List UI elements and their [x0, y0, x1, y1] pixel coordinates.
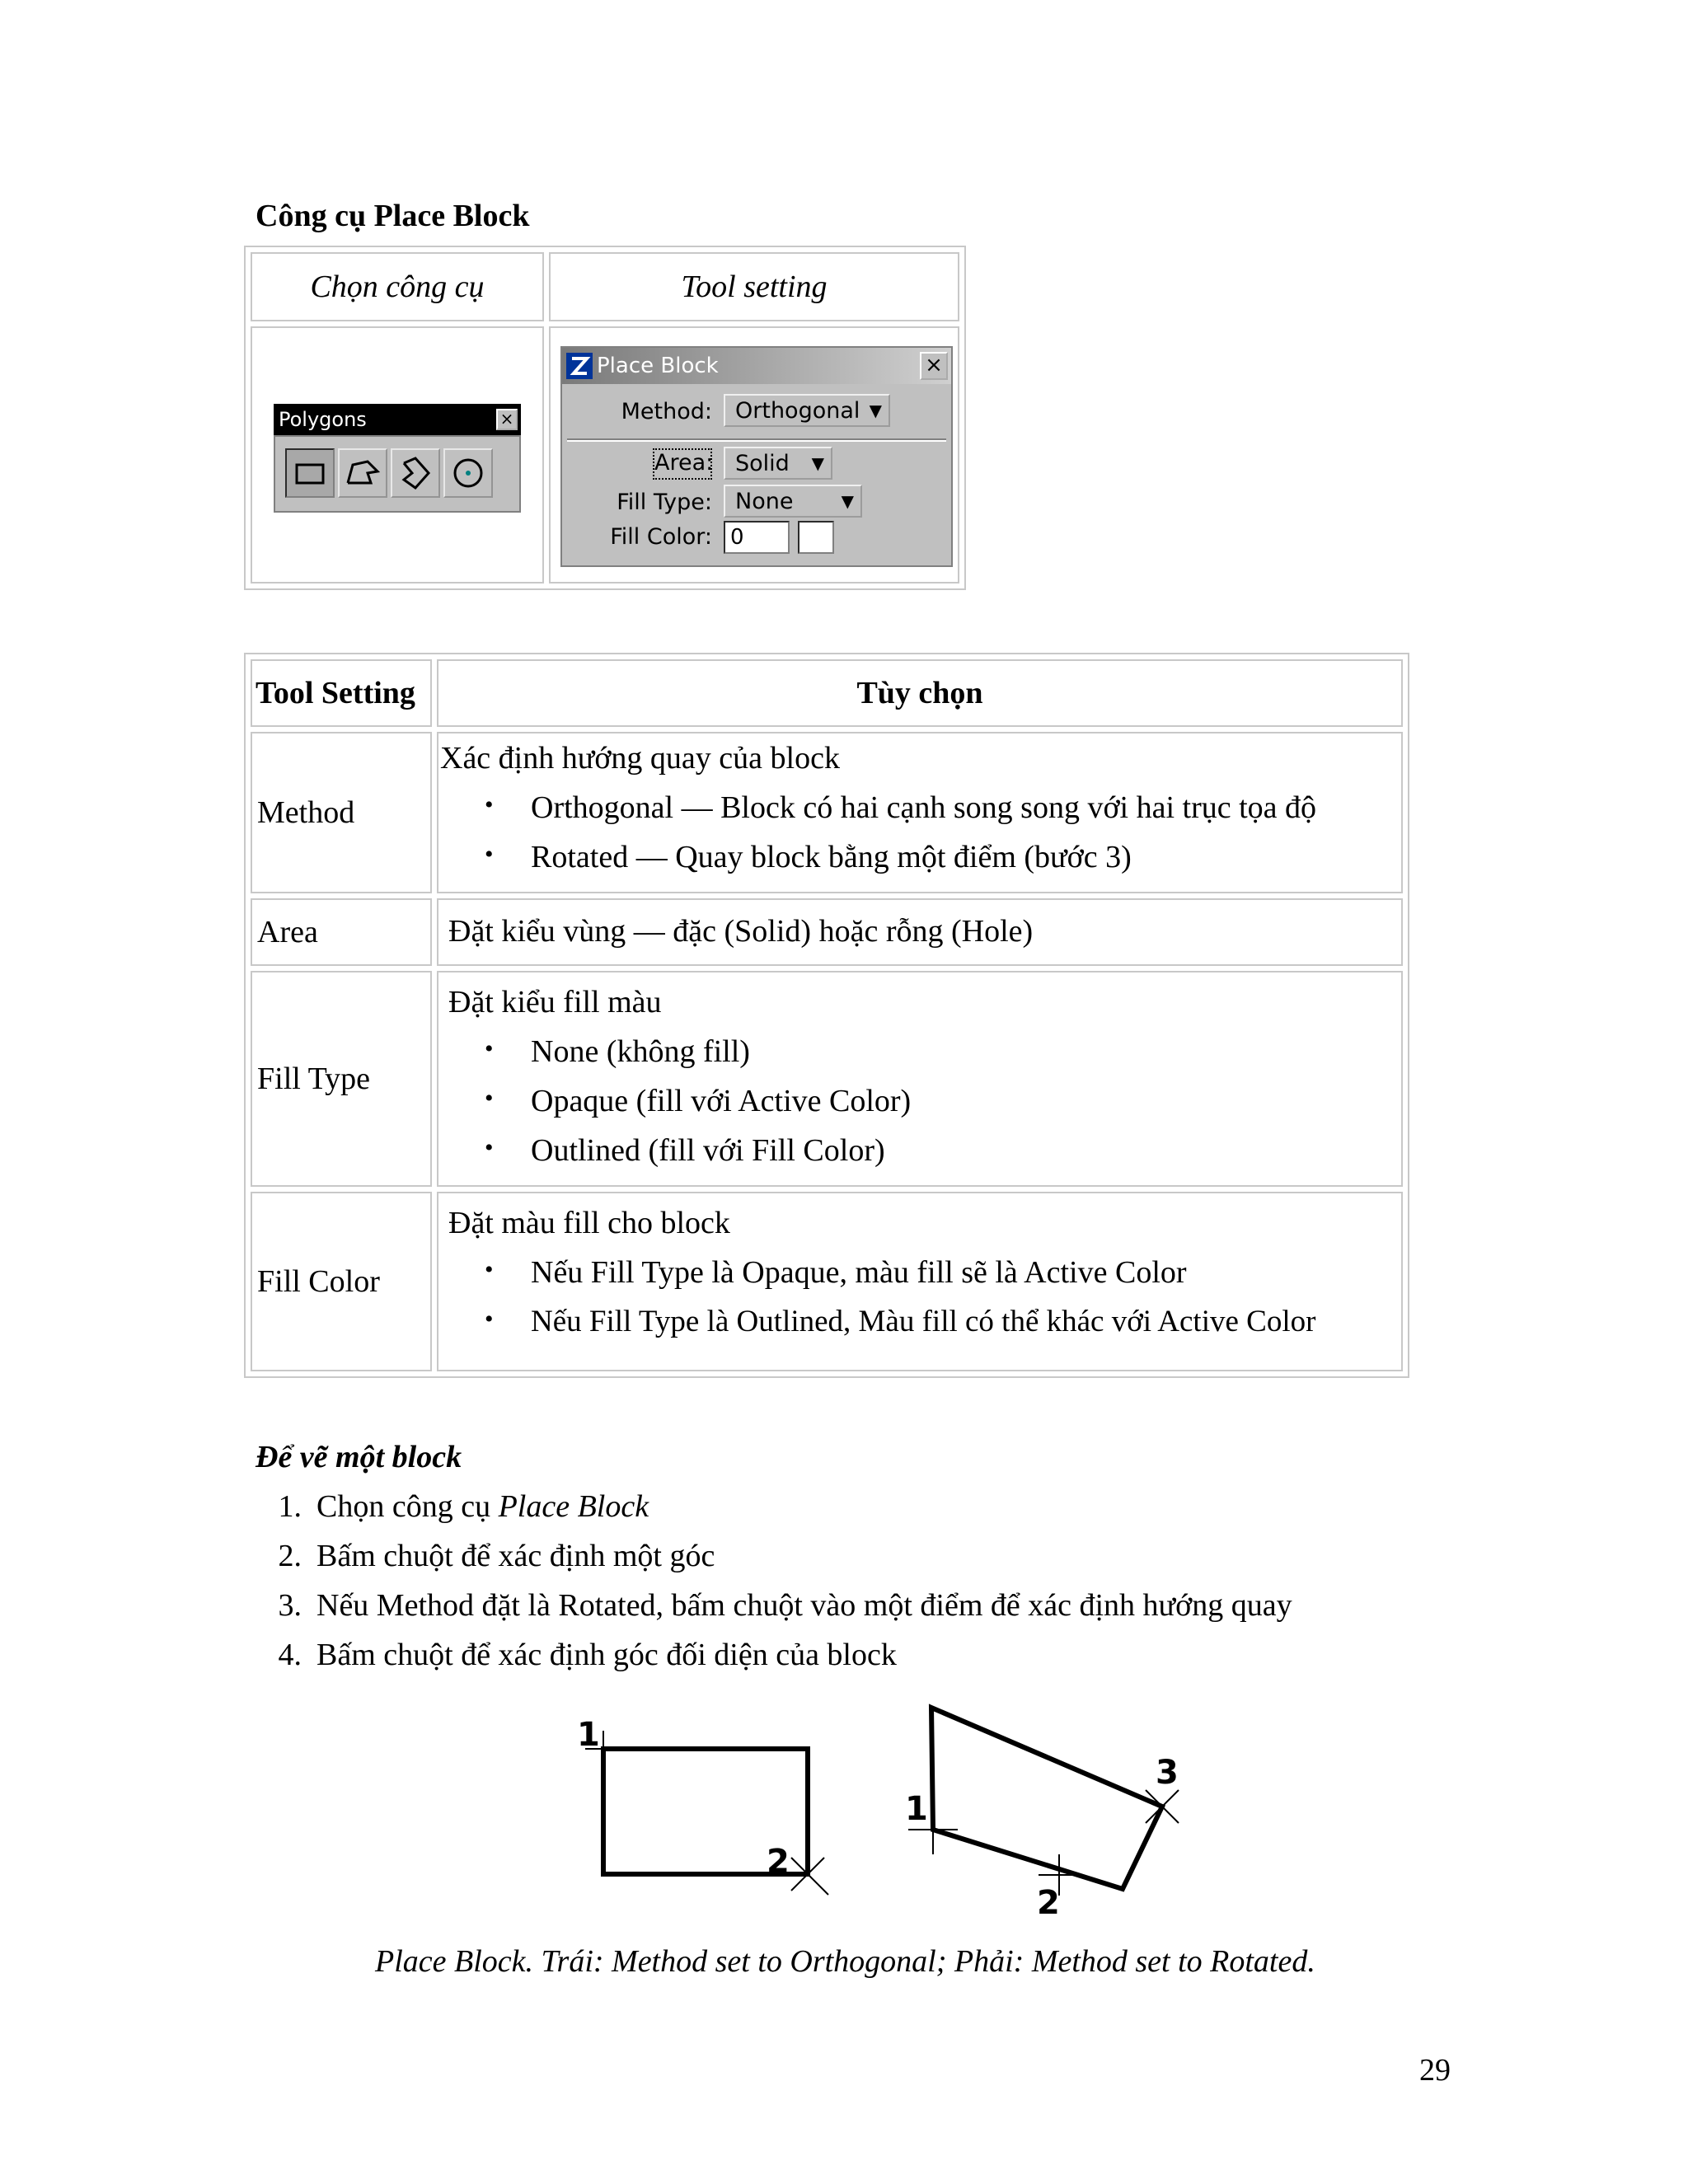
toolbox-title: Polygons — [279, 408, 367, 431]
method-value: Orthogonal — [735, 397, 860, 424]
method-option-rotated: Rotated — Quay block bằng một điểm (bước 3) — [531, 840, 1132, 874]
toolbox-body — [274, 435, 521, 513]
fill-type-option-none: None (không fill) — [531, 1034, 750, 1069]
bullet: • — [485, 1256, 494, 1283]
fill-color-option-outlined: Nếu Fill Type là Outlined, Màu fill có thể khác với Active Color — [531, 1305, 1316, 1338]
chevron-down-icon: ▼ — [869, 401, 882, 420]
place-orthogonal-shape-icon — [392, 450, 438, 496]
fill-color-field[interactable]: 0 — [724, 521, 790, 554]
area-label: Area: — [653, 448, 712, 480]
method-intro: Xác định hướng quay của block — [440, 741, 840, 776]
fill-type-option-outlined: Outlined (fill với Fill Color) — [531, 1133, 885, 1168]
method-option-orthogonal: Orthogonal — Block có hai cạnh song song với hai trục tọa độ — [531, 790, 1317, 825]
chevron-down-icon: ▼ — [841, 491, 854, 511]
page-number: 29 — [1419, 2053, 1451, 2088]
microstation-logo-icon — [565, 352, 593, 380]
dialog-titlebar — [562, 348, 951, 384]
point-label-2: 2 — [1037, 1884, 1060, 1922]
step-number: 2. — [278, 1539, 302, 1573]
section-title: Công cụ Place Block — [256, 199, 530, 233]
toolbox-titlebar — [274, 404, 521, 435]
step-3 — [256, 1587, 1292, 1624]
method-label: Method: — [621, 399, 712, 424]
rotated-block — [931, 1708, 1162, 1889]
header-tool-setting: Tool Setting — [251, 659, 432, 727]
dialog-title: Place Block — [597, 354, 719, 378]
fill-type-dropdown[interactable] — [724, 485, 862, 518]
point-label-1: 1 — [905, 1790, 928, 1828]
settings-table — [244, 653, 1409, 1378]
polygons-toolbox — [274, 404, 521, 513]
place-regular-polygon-icon — [445, 450, 491, 496]
place-block-dialog — [560, 346, 953, 567]
bullet: • — [485, 791, 494, 818]
fill-color-swatch[interactable] — [798, 521, 834, 554]
header-choose-tool: Chọn công cụ — [251, 252, 544, 321]
method-dropdown[interactable] — [724, 394, 890, 427]
point-label-3: 3 — [1156, 1754, 1179, 1792]
tool-table — [244, 246, 966, 590]
bullet: • — [485, 1305, 494, 1333]
area-intro: Đặt kiểu vùng — đặc (Solid) hoặc rỗng (Hole) — [448, 914, 1034, 949]
dialog-separator — [567, 438, 946, 442]
place-block-tool-button[interactable] — [285, 448, 335, 498]
steps-heading: Để vẽ một block — [256, 1440, 462, 1474]
place-shape-icon — [340, 450, 386, 496]
close-icon[interactable]: × — [496, 409, 518, 430]
options-method — [437, 732, 1403, 893]
fill-type-label: Fill Type: — [617, 490, 712, 515]
header-tool-setting: Tool setting — [549, 252, 959, 321]
bullet: • — [485, 1134, 494, 1161]
point-label-2: 2 — [767, 1843, 790, 1881]
fill-type-value: None — [735, 488, 794, 514]
step-1 — [256, 1488, 649, 1525]
point-label-1: 1 — [577, 1716, 600, 1754]
header-options: Tùy chọn — [437, 659, 1403, 727]
cell-tool-settings — [549, 326, 959, 583]
step-text: Nếu Method đặt là Rotated, bấm chuột vào một điểm để xác định hướng quay — [316, 1588, 1292, 1623]
bullet: • — [485, 1085, 494, 1112]
setting-fill-type: Fill Type — [251, 971, 432, 1187]
fill-type-option-opaque: Opaque (fill với Active Color) — [531, 1084, 912, 1118]
place-shape-tool-button[interactable] — [338, 448, 387, 498]
figure-caption: Place Block. Trái: Method set to Orthogonal; Phải: Method set to Rotated. — [375, 1944, 1315, 1979]
fill-color-intro: Đặt màu fill cho block — [448, 1206, 730, 1240]
options-area — [437, 898, 1403, 966]
fill-type-intro: Đặt kiểu fill màu — [448, 985, 662, 1019]
setting-area: Area — [251, 898, 432, 966]
place-block-icon — [287, 450, 333, 496]
close-icon[interactable]: × — [920, 352, 948, 380]
options-fill-color — [437, 1192, 1403, 1371]
cell-toolbox — [251, 326, 544, 583]
step-number: 1. — [278, 1489, 302, 1524]
setting-fill-color: Fill Color — [251, 1192, 432, 1371]
area-dropdown[interactable] — [724, 447, 832, 480]
bullet: • — [485, 1035, 494, 1062]
setting-method: Method — [251, 732, 432, 893]
fill-color-option-opaque: Nếu Fill Type là Opaque, màu fill sẽ là Active Color — [531, 1255, 1187, 1290]
place-orthogonal-shape-tool-button[interactable] — [391, 448, 440, 498]
step-italic-text: Place Block — [498, 1489, 649, 1524]
fill-color-label: Fill Color: — [610, 524, 712, 550]
options-fill-type — [437, 971, 1403, 1187]
step-text: Chọn công cụ — [316, 1489, 499, 1524]
step-4 — [256, 1637, 897, 1673]
step-text: Bấm chuột để xác định một góc — [316, 1539, 715, 1573]
step-text: Bấm chuột để xác định góc đối diện của block — [316, 1638, 897, 1672]
place-block-figure — [569, 1698, 1212, 1929]
step-number: 4. — [278, 1638, 302, 1672]
bullet: • — [485, 841, 494, 868]
place-regular-polygon-tool-button[interactable] — [443, 448, 493, 498]
area-value: Solid — [735, 450, 790, 476]
step-number: 3. — [278, 1588, 302, 1623]
chevron-down-icon: ▼ — [811, 453, 824, 473]
step-2 — [256, 1538, 715, 1574]
